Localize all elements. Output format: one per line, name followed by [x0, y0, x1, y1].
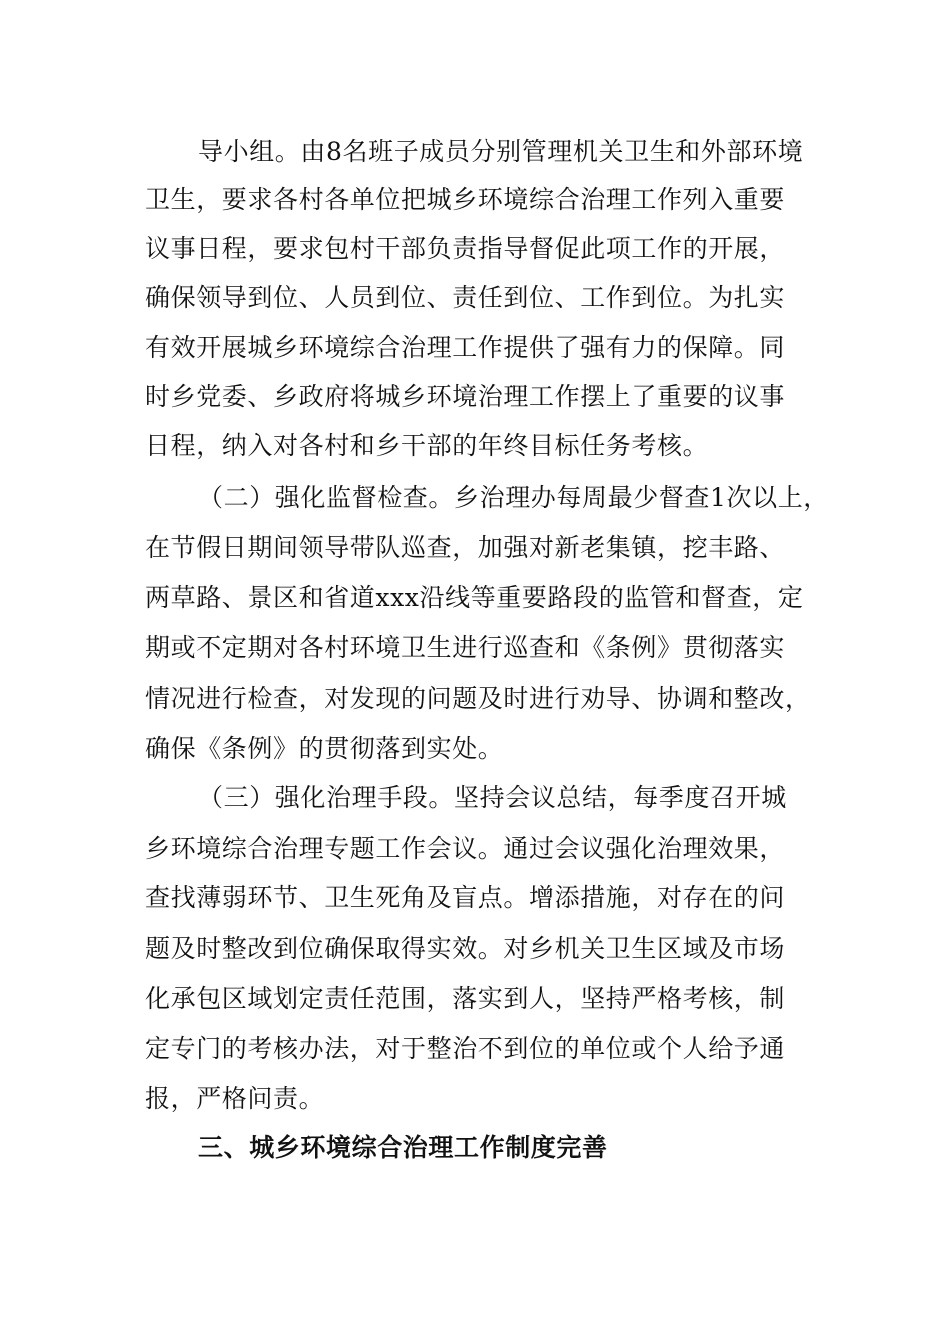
paragraph-line-13: 确保《条例》的贯彻落到实处。: [145, 734, 504, 763]
paragraph-line-19: 定专门的考核办法，对于整治不到位的单位或个人给予通: [145, 1034, 786, 1063]
paragraph-line-11: 期或不定期对各村环境卫生进行巡查和《条例》贯彻落实: [145, 633, 786, 662]
paragraph-line-15: 乡环境综合治理专题工作会议。通过会议强化治理效果，: [145, 834, 786, 863]
paragraph-line-1: 导小组。由8名班子成员分别管理机关卫生和外部环境: [198, 137, 804, 166]
paragraph-line-7: 日程，纳入对各村和乡干部的年终目标任务考核。: [145, 431, 709, 460]
paragraph-line-16: 查找薄弱环节、卫生死角及盲点。增添措施，对存在的问: [145, 883, 786, 912]
paragraph-line-18: 化承包区域划定责任范围，落实到人，坚持严格考核，制: [145, 984, 786, 1013]
paragraph-line-4: 确保领导到位、人员到位、责任到位、工作到位。为扎实: [145, 283, 786, 312]
paragraph-line-5: 有效开展城乡环境综合治理工作提供了强有力的保障。同: [145, 333, 786, 362]
paragraph-line-14: （三）强化治理手段。坚持会议总结，每季度召开城: [198, 783, 787, 812]
paragraph-line-3: 议事日程，要求包村干部负责指导督促此项工作的开展，: [145, 234, 786, 263]
paragraph-line-6: 时乡党委、乡政府将城乡环境治理工作摆上了重要的议事: [145, 382, 786, 411]
paragraph-line-20: 报，严格问责。: [145, 1084, 325, 1113]
paragraph-line-17: 题及时整改到位确保取得实效。对乡机关卫生区域及市场: [145, 934, 786, 963]
paragraph-line-8: （二）强化监督检查。乡治理办每周最少督查1次以上，: [198, 483, 829, 512]
paragraph-line-12: 情况进行检查，对发现的问题及时进行劝导、协调和整改，: [145, 684, 811, 713]
paragraph-line-2: 卫生，要求各村各单位把城乡环境综合治理工作列入重要: [145, 185, 786, 214]
section-heading: 三、城乡环境综合治理工作制度完善: [198, 1133, 608, 1162]
paragraph-line-10: 两草路、景区和省道xxx沿线等重要路段的监管和督查，定: [145, 583, 804, 612]
paragraph-line-9: 在节假日期间领导带队巡查，加强对新老集镇，挖丰路、: [145, 533, 786, 562]
